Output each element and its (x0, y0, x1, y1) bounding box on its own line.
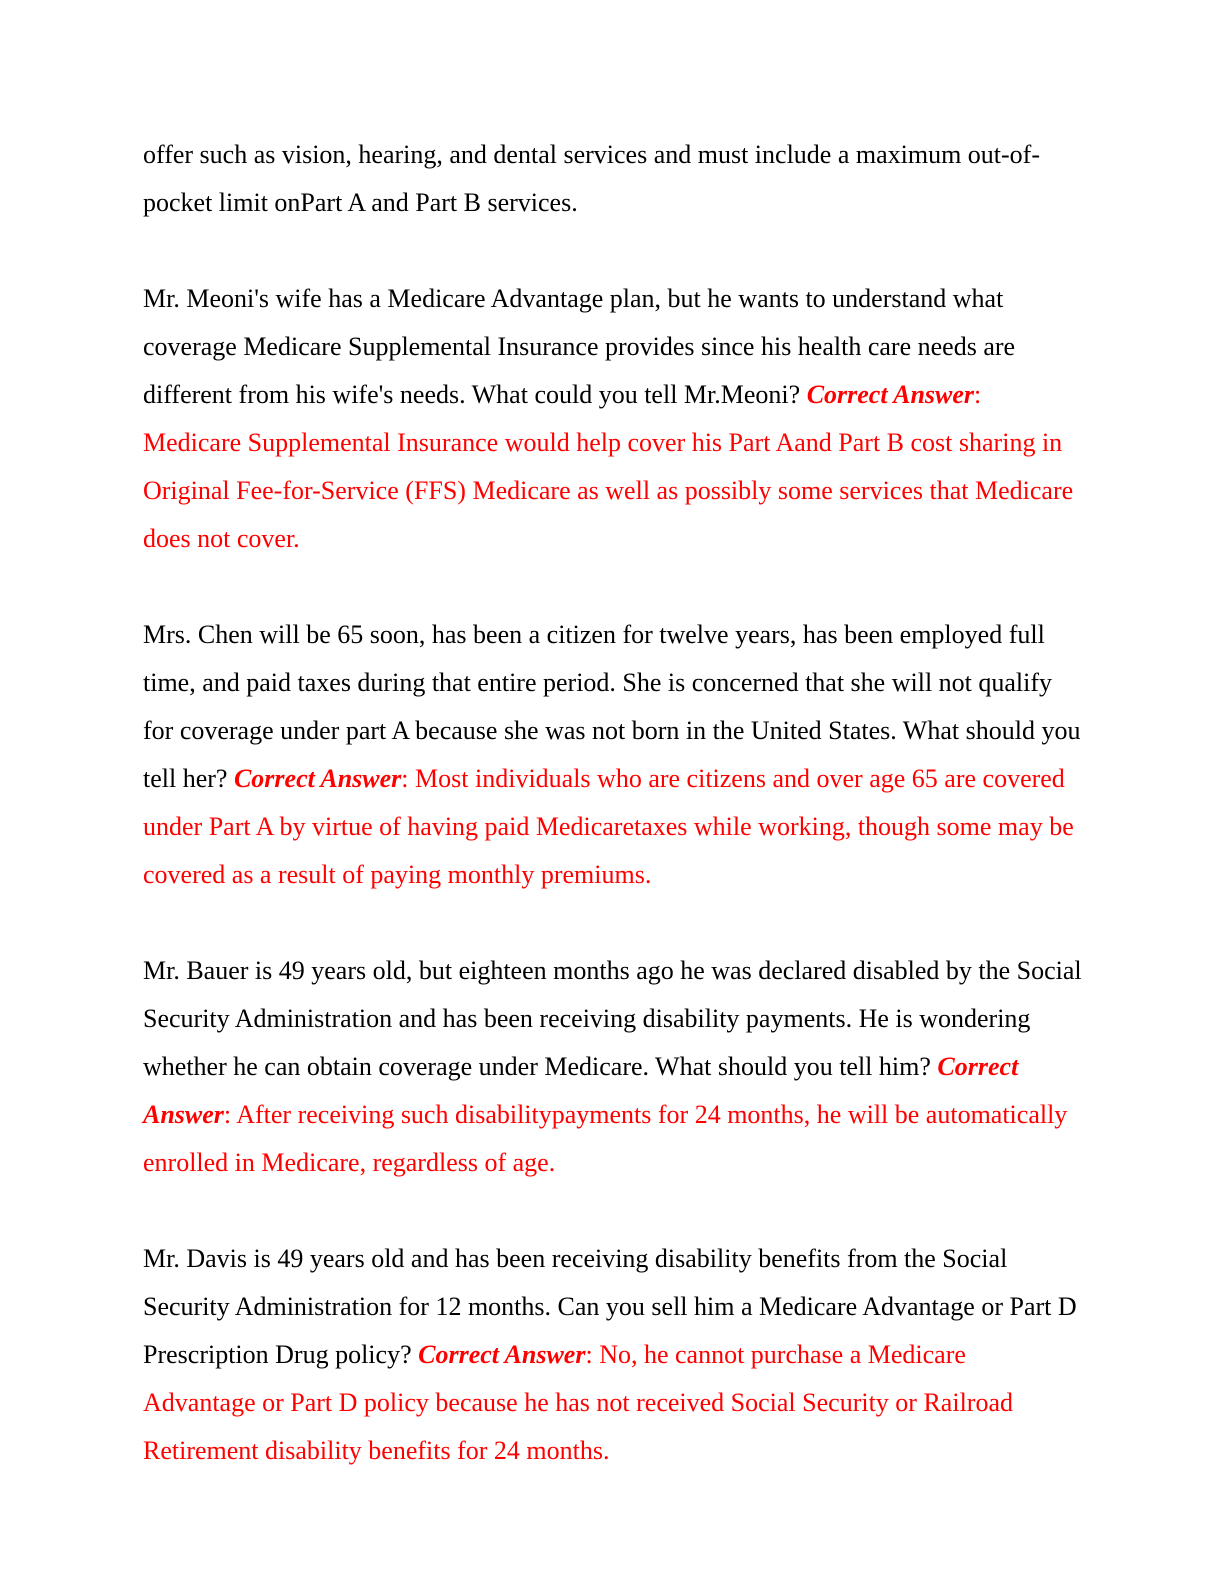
answer-separator: : (585, 1340, 593, 1369)
answer-text: Most individuals who are citizens and over age 65 are covered under Part A by virtue of having paid Medicaretaxes while working, though some may be covered as a result of paying monthly premiums. (143, 764, 1074, 889)
qa-item-meoni (143, 275, 1083, 563)
answer-separator: : (401, 764, 409, 793)
qa-item-davis (143, 1235, 1083, 1475)
correct-answer-label: Correct Answer (806, 380, 975, 409)
document-page (143, 131, 1083, 1523)
answer-text: After receiving such disabilitypayments for 24 months, he will be automatically enrolled in Medicare, regardless of age. (143, 1100, 1068, 1177)
question-text: Mr. Bauer is 49 years old, but eighteen months ago he was declared disabled by the Social Security Administration and has been receiving disability payments. He is wondering whether he can obtain coverage under Medicare. What should you tell him? (143, 956, 1082, 1081)
question-text: Mr. Meoni's wife has a Medicare Advantage plan, but he wants to understand what coverage Medicare Supplemental Insurance provides since his health care needs are different from his wife's needs. What could you tell Mr.Meoni? (143, 284, 1016, 409)
answer-text: Medicare Supplemental Insurance would help cover his Part Aand Part B cost sharing in Original Fee-for-Service (FFS) Medicare as well as possibly some services that Medicare does not cover. (143, 428, 1074, 553)
qa-item-bauer (143, 947, 1083, 1187)
continued-paragraph: offer such as vision, hearing, and dental services and must include a maximum out-of-pocket limit onPart A and Part B services. (143, 140, 1040, 217)
qa-item-chen (143, 611, 1083, 899)
answer-separator: : (974, 380, 982, 409)
answer-separator: : (223, 1100, 232, 1129)
answer-text: No, he cannot purchase a Medicare Advantage or Part D policy because he has not received Social Security or Railroad Retirement disability benefits for 24 months. (143, 1340, 1013, 1465)
correct-answer-label: Correct Answer (143, 1052, 1019, 1129)
correct-answer-label: Correct Answer (418, 1340, 586, 1369)
question-text: Mrs. Chen will be 65 soon, has been a citizen for twelve years, has been employed full time, and paid taxes during that entire period. She is concerned that she will not qualify for coverage under part A because she was not born in the United States. What should you tell her? (143, 620, 1081, 793)
correct-answer-label: Correct Answer (233, 764, 402, 793)
question-text: Mr. Davis is 49 years old and has been receiving disability benefits from the Social Security Administration for 12 months. Can you sell him a Medicare Advantage or Part D Prescription Drug policy? (143, 1244, 1077, 1369)
